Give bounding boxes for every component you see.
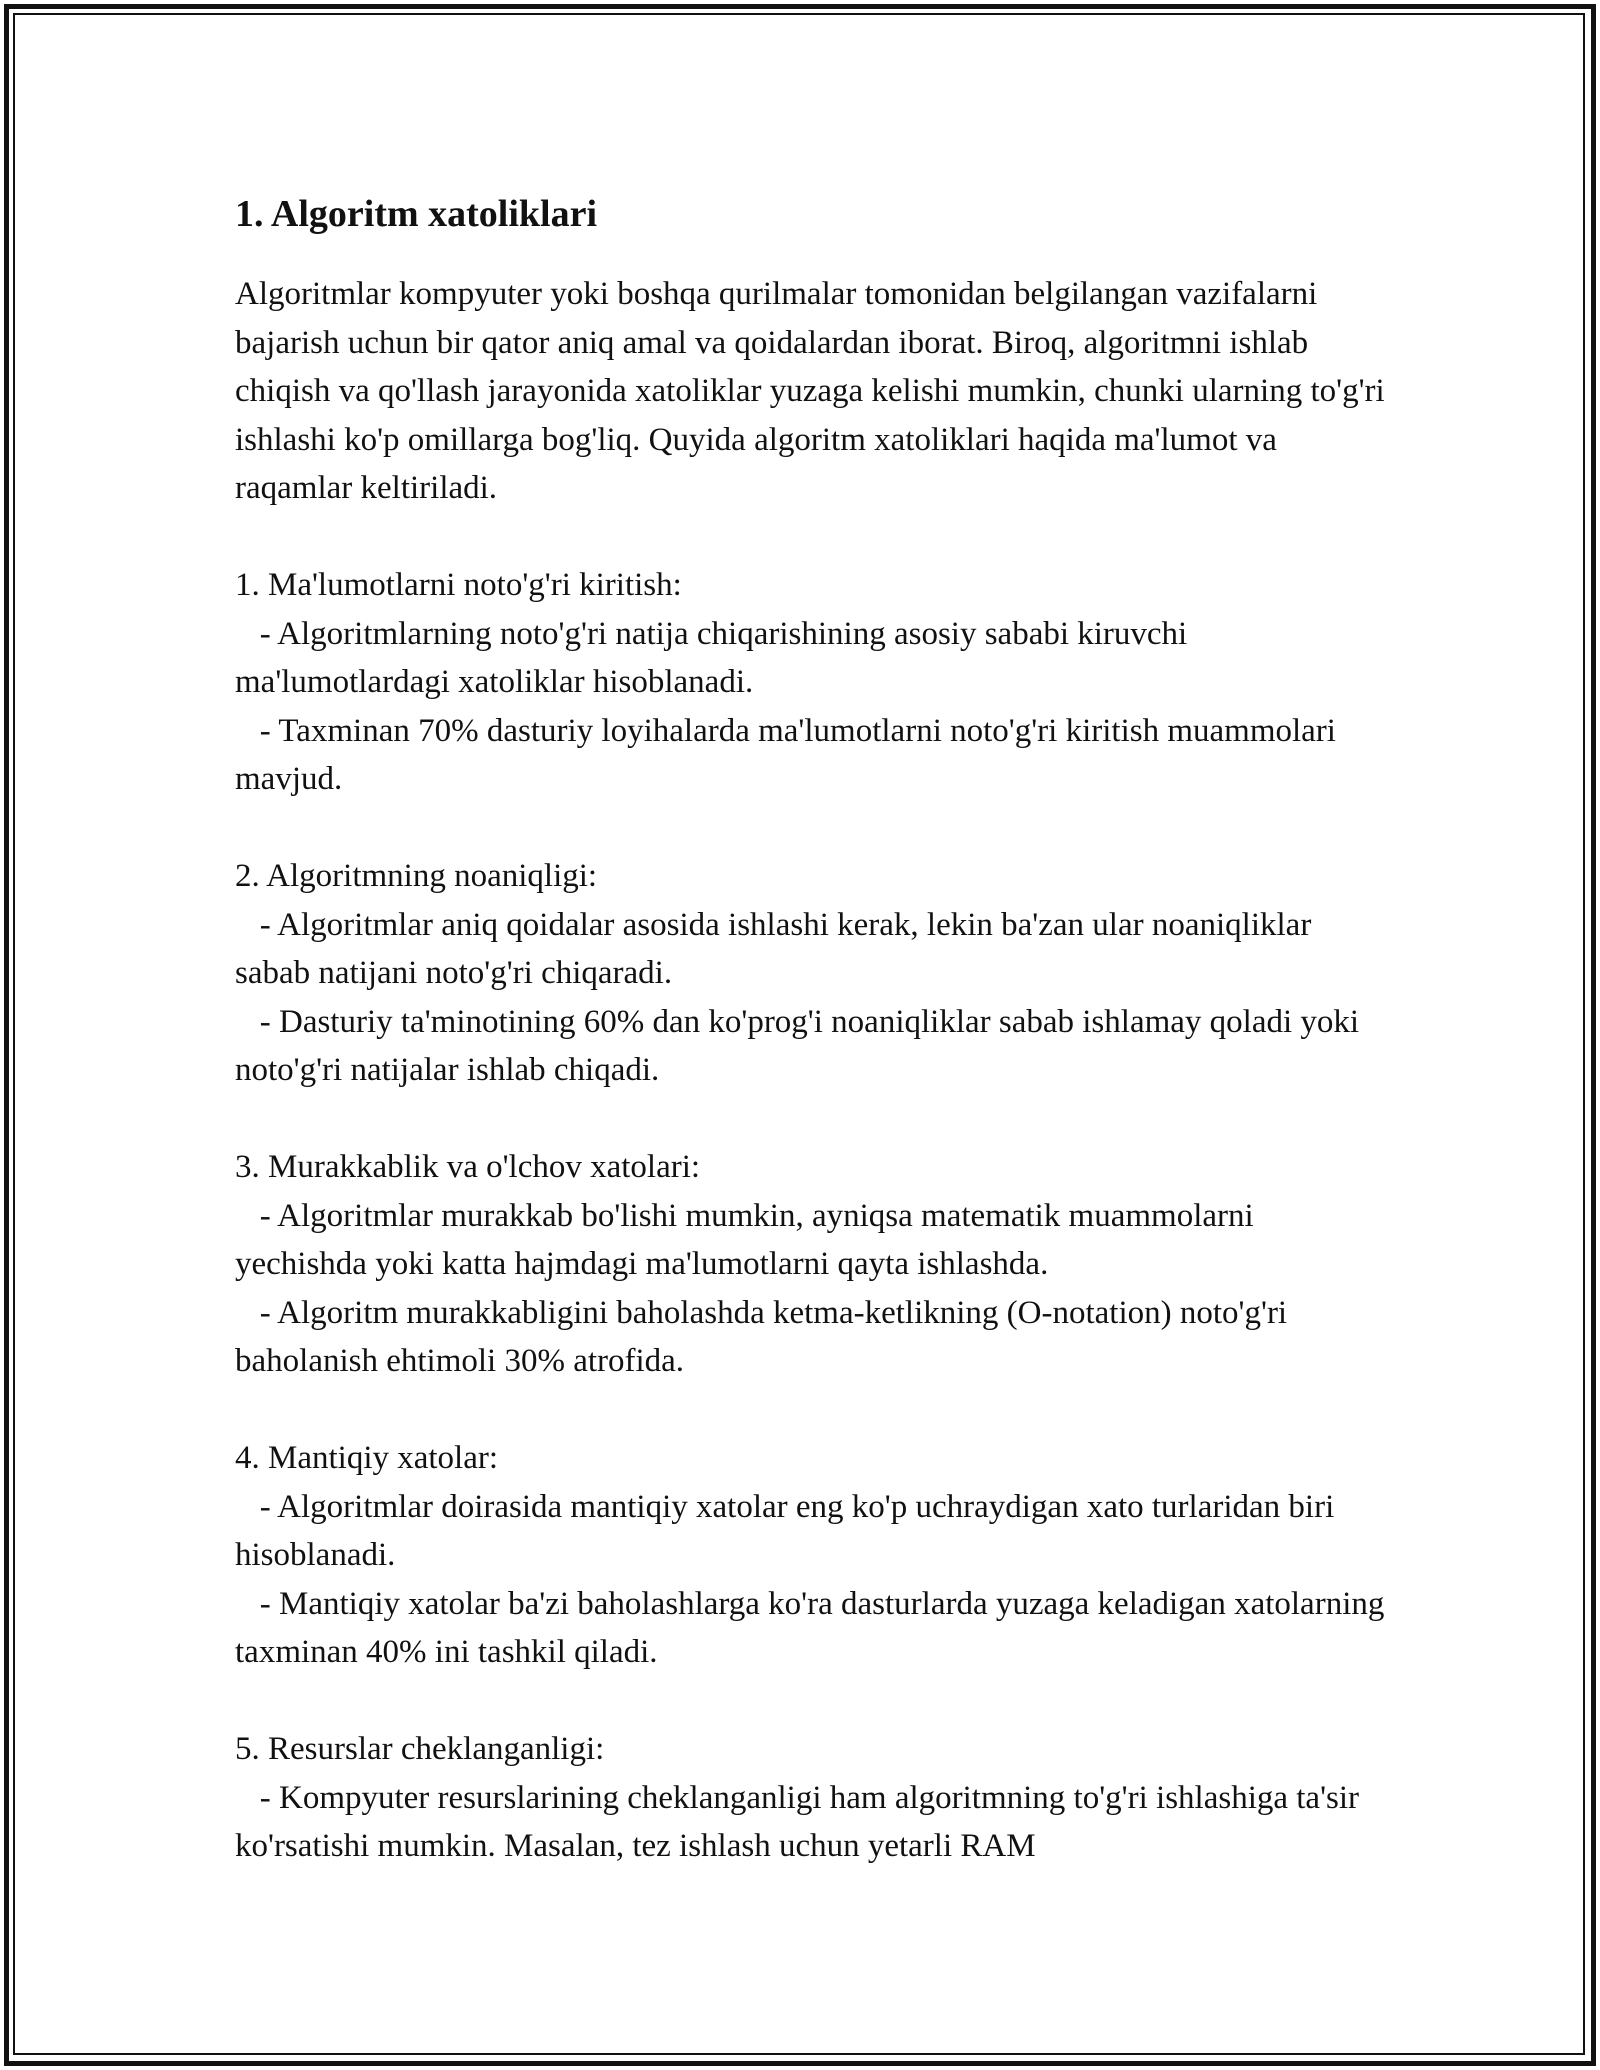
document-title: 1. Algoritm xatoliklari xyxy=(235,193,598,235)
section-4 xyxy=(235,1434,1385,1677)
section-bullet: - Algoritmlar murakkab bo'lishi mumkin, ayniqsa matematik muammolarni yechishda yoki katta hajmdagi ma'lumotlarni qayta ishlashda. xyxy=(235,1197,1254,1282)
intro-paragraph: Algoritmlar kompyuter yoki boshqa qurilmalar tomonidan belgilangan vazifalarni bajarish uchun bir qator aniq amal va qoidalardan iborat. Biroq, algoritmni ishlab chiqish va qo'llash jarayonida xatoliklar yuzaga kelishi mumkin, chunki ularning to'g'ri ishlashi ko'p omillarga bog'liq. Quyida algoritm xatoliklari haqida ma'lumot va raqamlar keltiriladi. xyxy=(235,276,1385,506)
section-title: 5. Resurslar cheklanganligi: xyxy=(235,1731,605,1767)
section-bullet: - Algoritmlarning noto'g'ri natija chiqarishining asosiy sababi kiruvchi ma'lumotlardagi xatoliklar hisoblanadi. xyxy=(235,615,1188,700)
section-bullet: - Dasturiy ta'minotining 60% dan ko'prog'i noaniqliklar sabab ishlamay qoladi yoki noto'g'ri natijalar ishlab chiqadi. xyxy=(235,1003,1360,1088)
section-title: 4. Mantiqiy xatolar: xyxy=(235,1440,499,1476)
section-3 xyxy=(235,1143,1385,1386)
section-title: 1. Ma'lumotlarni noto'g'ri kiritish: xyxy=(235,567,682,603)
section-bullet: - Algoritmlar doirasida mantiqiy xatolar eng ko'p uchraydigan xato turlaridan biri hisoblanadi. xyxy=(235,1488,1335,1573)
section-title: 2. Algoritmning noaniqligi: xyxy=(235,858,598,894)
section-bullet: - Algoritmlar aniq qoidalar asosida ishlashi kerak, lekin ba'zan ular noaniqliklar sabab natijani noto'g'ri chiqaradi. xyxy=(235,906,1312,991)
section-1 xyxy=(235,561,1385,804)
document-body xyxy=(235,188,1385,1871)
section-title: 3. Murakkablik va o'lchov xatolari: xyxy=(235,1149,701,1185)
section-5 xyxy=(235,1725,1385,1871)
section-bullet: - Kompyuter resurslarining cheklanganligi ham algoritmning to'g'ri ishlashiga ta'sir ko'rsatishi mumkin. Masalan, tez ishlash uchun yetarli RAM xyxy=(235,1779,1360,1864)
section-bullet: - Taxminan 70% dasturiy loyihalarda ma'lumotlarni noto'g'ri kiritish muammolari mavjud. xyxy=(235,712,1336,797)
section-bullet: - Algoritm murakkabligini baholashda ketma-ketlikning (O-notation) noto'g'ri baholanish ehtimoli 30% atrofida. xyxy=(235,1294,1288,1379)
section-2 xyxy=(235,852,1385,1095)
section-bullet: - Mantiqiy xatolar ba'zi baholashlarga ko'ra dasturlarda yuzaga keladigan xatolarning taxminan 40% ini tashkil qiladi. xyxy=(235,1585,1385,1670)
